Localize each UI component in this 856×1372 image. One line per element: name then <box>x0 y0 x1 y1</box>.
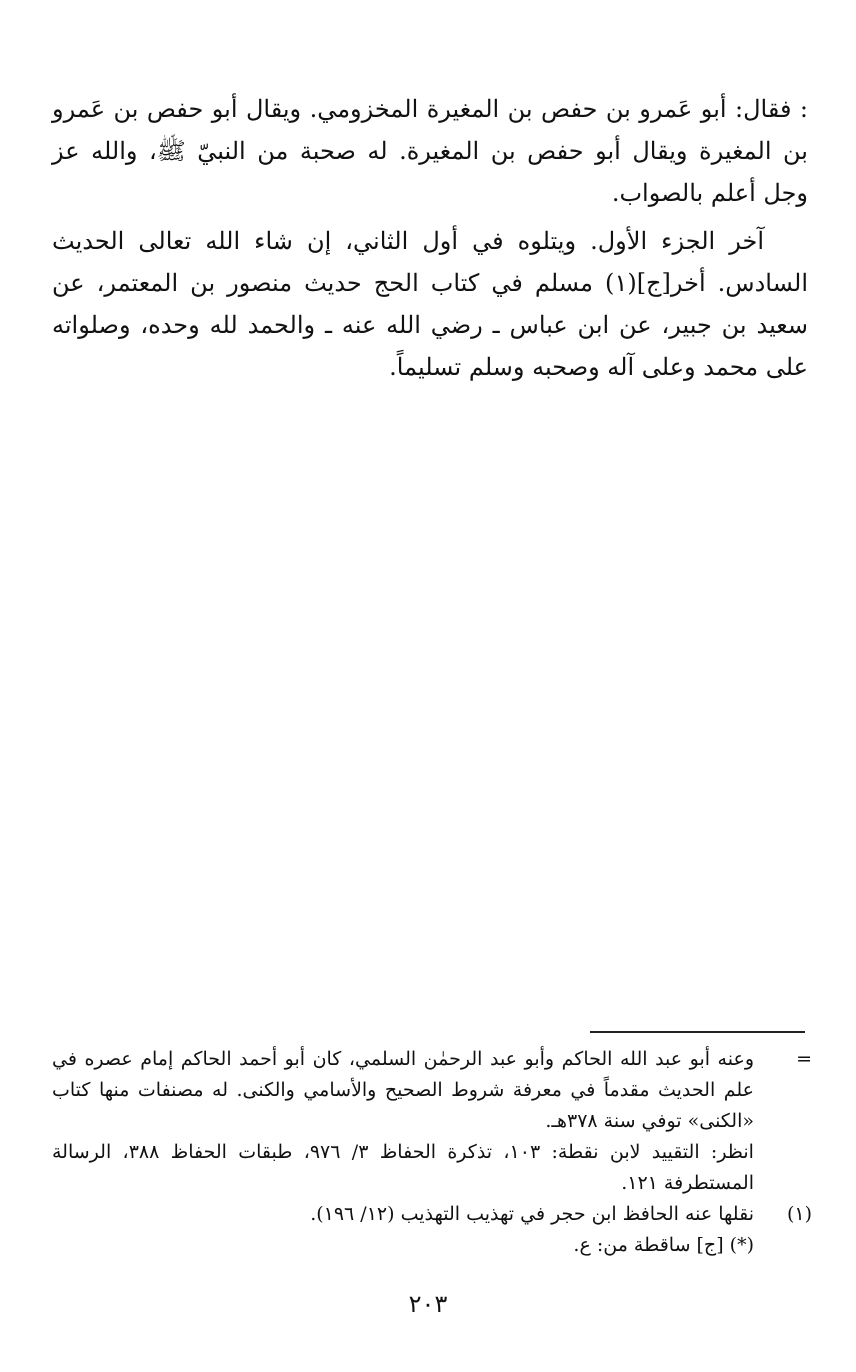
footnote-star-marker: (*) <box>729 1234 754 1256</box>
page-number: ٢٠٣ <box>408 1290 448 1318</box>
footnote-divider <box>590 1031 805 1033</box>
footnote-1 <box>52 1199 812 1230</box>
footnote-references <box>52 1137 812 1199</box>
footnotes-section <box>52 1044 812 1261</box>
footnote-star <box>52 1230 812 1261</box>
body-paragraph-2: آخر الجزء الأول. ويتلوه في أول الثاني، إن شاء الله تعالى الحديث السادس. أخر[ج](١) مسلم في كتاب الحج حديث منصور بن المعتمر، عن سعيد بن جبير، عن ابن عباس ـ رضي الله عنه ـ والحمد لله وحده، وصلواته على محمد وعلى آله وصحبه وسلم تسليماً. <box>52 227 808 381</box>
footnote-continuation-text: وعنه أبو عبد الله الحاكم وأبو عبد الرحمٰن السلمي، كان أبو أحمد الحاكم إمام عصره في علم الحديث مقدماً في معرفة شروط الصحيح والأسامي والكنى. له مصنفات منها كتاب «الكنى» توفي سنة ٣٧٨هـ. <box>52 1048 754 1132</box>
main-text <box>52 88 808 394</box>
footnote-1-text: نقلها عنه الحافظ ابن حجر في تهذيب التهذيب (١٢/ ١٩٦). <box>310 1203 754 1225</box>
footnote-1-marker: (١) <box>786 1203 812 1225</box>
body-paragraph-1: : فقال: أبو عَمرو بن حفص بن المغيرة المخزومي. ويقال أبو حفص بن عَمرو بن المغيرة ويقال أبو حفص بن المغيرة. له صحبة من النبيّ ﷺ، والله عز وجل أعلم بالصواب. <box>52 95 808 207</box>
footnote-continuation <box>52 1044 812 1137</box>
footnote-star-line <box>52 1230 754 1261</box>
footnote-references-text: انظر: التقييد لابن نقطة: ١٠٣، تذكرة الحفاظ ٣/ ٩٧٦، طبقات الحفاظ ٣٨٨، الرسالة المستطرفة ١٢١. <box>52 1141 754 1194</box>
footnote-star-text: [ج] ساقطة من: ع. <box>573 1234 724 1256</box>
footnote-continuation-marker: = <box>796 1048 812 1070</box>
